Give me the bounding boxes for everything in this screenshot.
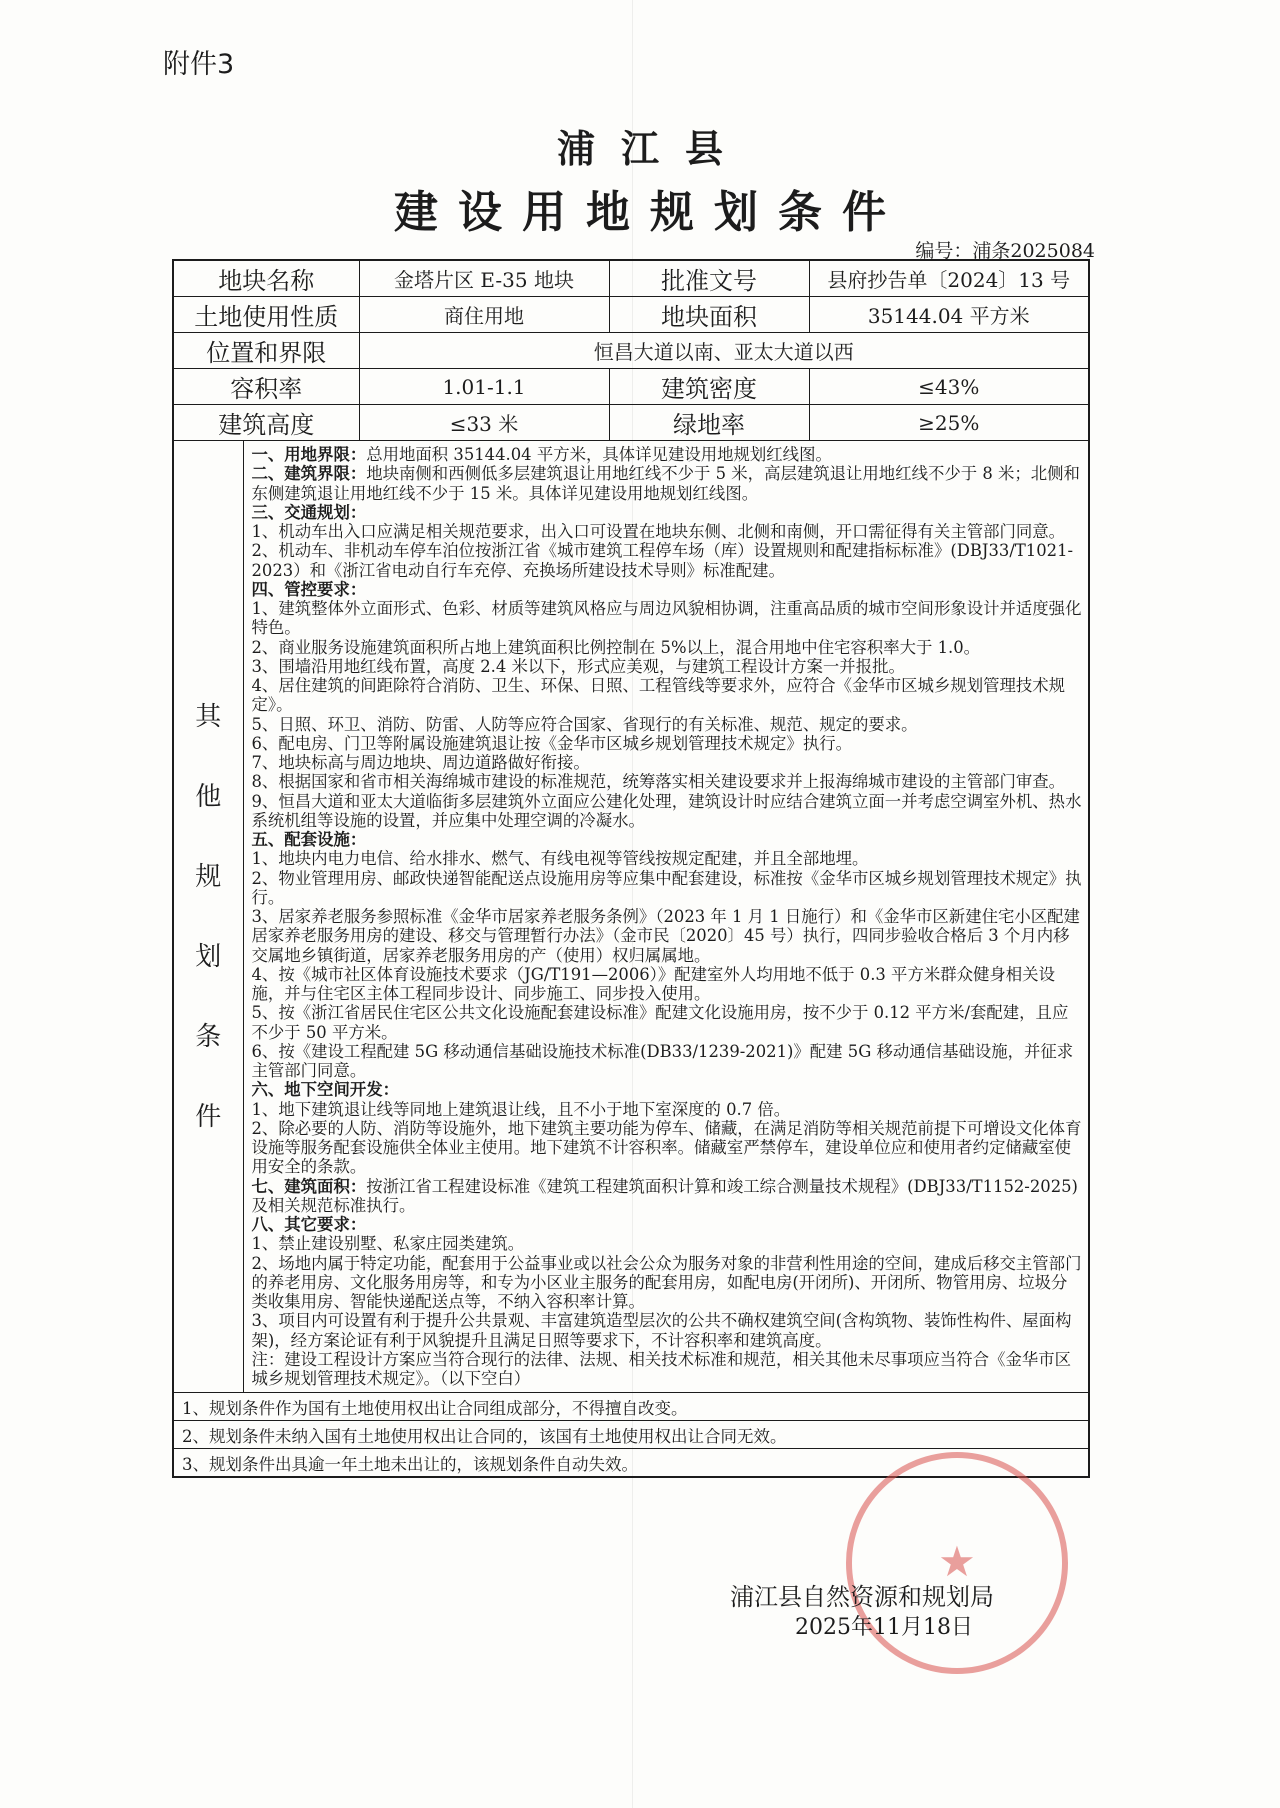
condition-item	[252, 1177, 1083, 1216]
condition-item	[252, 464, 1083, 503]
condition-item	[252, 753, 1083, 772]
label-area: 地块面积	[609, 297, 809, 333]
condition-text: 2、机动车、非机动车停车泊位按浙江省《城市建筑工程停车场（库）设置规则和配建指标标准》(DBJ33/T1021-2023）和《浙江省电动自行车充停、充换场所建设技术导则》标准配建。	[251, 541, 1074, 580]
condition-item	[252, 1215, 1083, 1234]
note-3: 3、规划条件出具逾一年土地未出让的，该规划条件自动失效。	[173, 1449, 1089, 1478]
note-row	[173, 1393, 1089, 1421]
value-land-use: 商住用地	[359, 297, 609, 333]
condition-item	[252, 1350, 1083, 1389]
condition-item	[252, 869, 1083, 908]
condition-text: 1、禁止建设别墅、私家庄园类建筑。	[251, 1234, 525, 1254]
note-2: 2、规划条件未纳入国有土地使用权出让合同的，该国有土地使用权出让合同无效。	[173, 1421, 1089, 1449]
value-location: 恒昌大道以南、亚太大道以西	[359, 333, 1089, 369]
condition-text: 9、恒昌大道和亚太大道临街多层建筑外立面应公建化处理，建筑设计时应结合建筑立面一并考虑空调室外机、热水系统机组等设施的设置，并应集中处理空调的冷凝水。	[251, 791, 1082, 830]
row-other-conditions	[173, 441, 1089, 1393]
row-land-use	[173, 297, 1089, 333]
label-approval: 批准文号	[609, 260, 809, 297]
condition-text: 4、按《城市社区体育设施技术要求（JG/T191—2006）》配建室外人均用地不低于 0.3 平方米群众健身相关设施，并与住宅区主体工程同步设计、同步施工、同步投入使用。	[251, 964, 1055, 1003]
condition-item	[252, 1100, 1083, 1119]
side-char: 条	[195, 1021, 222, 1052]
condition-item	[252, 772, 1083, 791]
note-row	[173, 1421, 1089, 1449]
value-approval: 县府抄告单〔2024〕13 号	[809, 260, 1089, 297]
row-far	[173, 369, 1089, 405]
condition-text: 5、按《浙江省居民住宅区公共文化设施配套建设标准》配建文化设施用房，按不少于 0.12 平方米/套配建，且应不少于 50 平方米。	[251, 1003, 1069, 1042]
official-seal-stamp	[842, 1448, 1072, 1678]
condition-item	[252, 792, 1083, 831]
condition-item	[252, 734, 1083, 753]
condition-item	[252, 1254, 1083, 1312]
condition-item	[252, 580, 1083, 599]
label-far: 容积率	[173, 369, 359, 405]
value-plot-name: 金塔片区 E-35 地块	[359, 260, 609, 297]
side-char: 他	[195, 781, 222, 812]
condition-text: 按浙江省工程建设标准《建筑工程建筑面积计算和竣工综合测量技术规程》(DBJ33/T1152-2025)及相关规范标准执行。	[251, 1176, 1078, 1215]
row-height	[173, 405, 1089, 441]
condition-text: 注：建设工程设计方案应当符合现行的法律、法规、相关技术标准和规范，相关其他未尽事项应当符合《金华市区城乡规划管理技术规定》。（以下空白）	[251, 1349, 1072, 1388]
label-density: 建筑密度	[609, 369, 809, 405]
condition-text: 4、居住建筑的间距除符合消防、卫生、环保、日照、工程管线等要求外，应符合《金华市区城乡规划管理技术规定》。	[251, 676, 1066, 715]
condition-item	[252, 1042, 1083, 1081]
value-height: ≤33 米	[359, 405, 609, 441]
condition-text: 2、商业服务设施建筑面积所占地上建筑面积比例控制在 5%以上，混合用地中住宅容积率大于 1.0。	[251, 637, 981, 657]
condition-item	[252, 849, 1083, 868]
value-far: 1.01-1.1	[359, 369, 609, 405]
label-plot-name: 地块名称	[173, 260, 359, 297]
condition-text: 6、配电房、门卫等附属设施建筑退让按《金华市区城乡规划管理技术规定》执行。	[251, 733, 852, 753]
condition-item	[252, 965, 1083, 1004]
condition-text: 6、按《建设工程配建 5G 移动通信基础设施技术标准(DB33/1239-2021)》配建 5G 移动通信基础设施，并征求主管部门同意。	[251, 1041, 1074, 1080]
condition-text: 2、除必要的人防、消防等设施外，地下建筑主要功能为停车、储藏，在满足消防等相关规范前提下可增设文化体育设施等服务配套设施供全体业主使用。地下建筑不计容积率。储藏室严禁停车，建设单位应和使用者约定储藏室使用安全的条款。	[251, 1118, 1082, 1177]
condition-text: 1、地块内电力电信、给水排水、燃气、有线电视等管线按规定配建，并且全部地埋。	[251, 849, 869, 869]
condition-item	[252, 503, 1083, 522]
planning-conditions-table	[172, 259, 1090, 1478]
side-char: 其	[195, 701, 222, 732]
side-char: 件	[195, 1101, 222, 1132]
row-plot-name	[173, 260, 1089, 297]
issuing-authority: 浦江县自然资源和规划局	[730, 1583, 994, 1611]
label-land-use: 土地使用性质	[173, 297, 359, 333]
condition-text: 2、物业管理用房、邮政快递智能配送点设施用房等应集中配套建设，标准按《金华市区城乡规划管理技术规定》执行。	[251, 868, 1082, 907]
condition-heading: 一、用地界限：	[251, 445, 367, 464]
document-title: 建设用地规划条件	[394, 187, 906, 238]
condition-text: 5、日照、环卫、消防、防雷、人防等应符合国家、省现行的有关标准、规范、规定的要求。	[251, 714, 918, 734]
side-char: 划	[195, 941, 222, 972]
note-1: 1、规划条件作为国有土地使用权出让合同组成部分，不得擅自改变。	[173, 1393, 1089, 1421]
value-green: ≥25%	[809, 405, 1089, 441]
label-location: 位置和界限	[173, 333, 359, 369]
condition-item	[252, 541, 1083, 580]
condition-item	[252, 657, 1083, 676]
conditions-text	[243, 441, 1089, 1393]
condition-item	[252, 1311, 1083, 1350]
condition-heading: 五、配套设施：	[251, 830, 367, 849]
condition-text: 地块南侧和西侧低多层建筑退让用地红线不少于 5 米，高层建筑退让用地红线不少于 8 米；北侧和东侧建筑退让用地红线不少于 15 米。具体详见建设用地规划红线图。	[251, 464, 1080, 503]
condition-text: 1、地下建筑退让线等同地上建筑退让线，且不小于地下室深度的 0.7 倍。	[251, 1099, 791, 1119]
condition-item	[252, 1080, 1083, 1099]
condition-text: 8、根据国家和省市相关海绵城市建设的标准规范，统筹落实相关建设要求并上报海绵城市建设的主管部门审查。	[251, 772, 1066, 792]
condition-heading: 三、交通规划：	[251, 502, 367, 522]
condition-item	[252, 522, 1083, 541]
condition-text: 2、场地内属于特定功能，配套用于公益事业或以社会公众为服务对象的非营利性用途的空间，建成后移交主管部门的养老用房、文化服务用房等，和专为小区业主服务的配套用房，如配电房(开闭所)、开闭所、物管用房、垃圾分类收集用房、智能快递配送点等，不纳入容积率计算。	[251, 1253, 1082, 1311]
condition-heading: 八、其它要求：	[251, 1215, 367, 1234]
condition-heading: 二、建筑界限：	[251, 464, 367, 484]
issue-date: 2025年11月18日	[795, 1615, 973, 1640]
label-other-conditions	[173, 441, 243, 1393]
condition-item	[252, 907, 1083, 965]
label-height: 建筑高度	[173, 405, 359, 441]
condition-text: 3、围墙沿用地红线布置，高度 2.4 米以下，形式应美观，与建筑工程设计方案一并报批。	[251, 656, 905, 676]
condition-text: 1、建筑整体外立面形式、色彩、材质等建筑风格应与周边风貌相协调，注重高品质的城市空间形象设计并适度强化特色。	[251, 599, 1082, 638]
document-title-county: 浦江县	[556, 126, 749, 171]
condition-heading: 四、管控要求：	[251, 579, 367, 599]
condition-item	[252, 830, 1083, 849]
seal-star: ★	[938, 1537, 976, 1586]
condition-text: 1、机动车出入口应满足相关规范要求，出入口可设置在地块东侧、北侧和南侧，开口需征得有关主管部门同意。	[251, 522, 1066, 541]
condition-heading: 六、地下空间开发：	[251, 1080, 400, 1100]
label-green: 绿地率	[609, 405, 809, 441]
condition-heading: 七、建筑面积：	[251, 1176, 367, 1196]
condition-item	[252, 638, 1083, 657]
row-location	[173, 333, 1089, 369]
condition-item	[252, 1234, 1083, 1253]
condition-item	[252, 1119, 1083, 1177]
condition-item	[252, 676, 1083, 715]
side-char: 规	[195, 861, 222, 892]
value-density: ≤43%	[809, 369, 1089, 405]
condition-text: 3、居家养老服务参照标准《金华市居家养老服务条例》（2023 年 1 月 1 日施行）和《金华市区新建住宅小区配建居家养老服务用房的建设、移交与管理暂行办法》（金市民〔2020〕45 号）执行，四同步验收合格后 3 个月内移交属地乡镇街道，居家养老服务用房的产（使用）权归属属地。	[251, 907, 1080, 965]
condition-item	[252, 445, 1083, 464]
condition-item	[252, 715, 1083, 734]
condition-text: 7、地块标高与周边地块、周边道路做好衔接。	[251, 753, 590, 772]
condition-text: 总用地面积 35144.04 平方米，具体详见建设用地规划红线图。	[366, 445, 832, 464]
condition-text: 3、项目内可设置有利于提升公共景观、丰富建筑造型层次的公共不确权建筑空间(含构筑物、装饰性构件、屋面构架)，经方案论证有利于风貌提升且满足日照等要求下，不计容积率和建筑高度。	[251, 1311, 1072, 1350]
serial-number: 编号：浦条2025084	[915, 240, 1095, 262]
attachment-label: 附件3	[163, 49, 235, 80]
condition-item	[252, 599, 1083, 638]
value-area: 35144.04 平方米	[809, 297, 1089, 333]
condition-item	[252, 1003, 1083, 1042]
